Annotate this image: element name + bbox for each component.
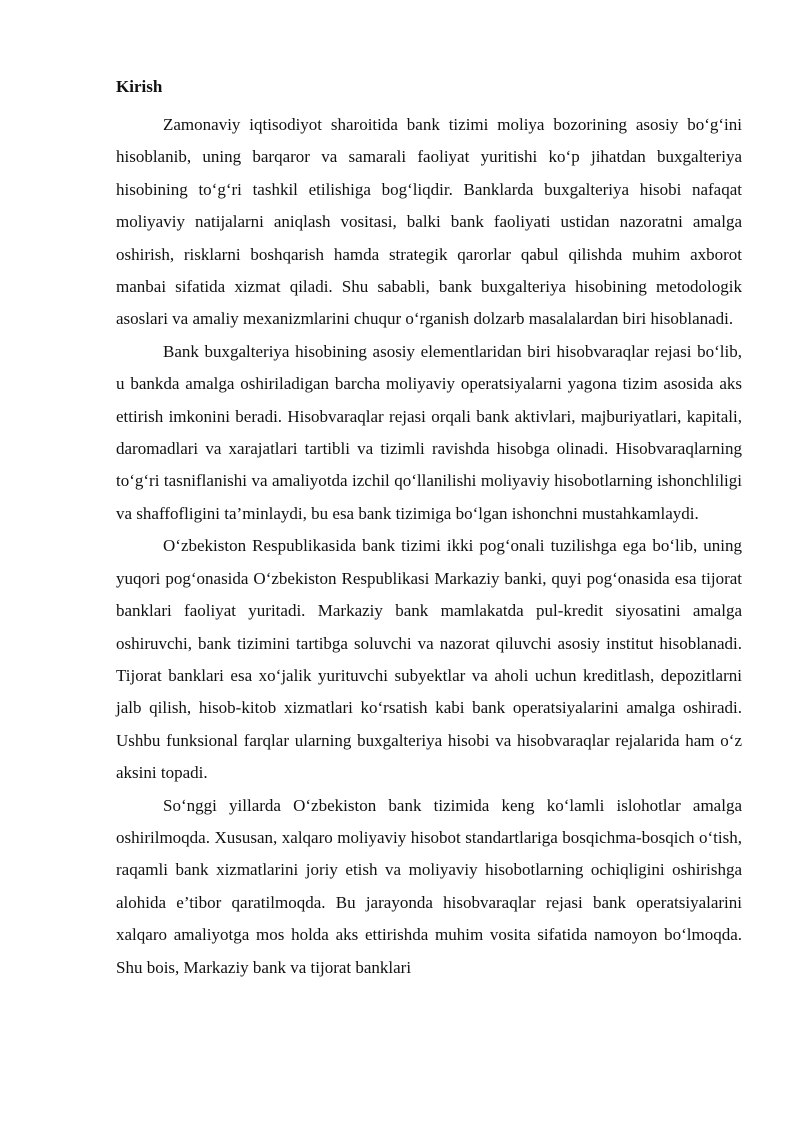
paragraph-2: Bank buxgalteriya hisobining asosiy elementlaridan biri hisobvaraqlar rejasi bo‘lib, u bankda amalga oshiriladigan barcha moliyaviy operatsiyalarni yagona tizim asosida aks ettirish imkonini beradi. Hisobvaraqlar rejasi orqali bank aktivlari, majburiyatlari, kapitali, daromadlari va xarajatlari tartibli va tizimli ravishda hisobga olinadi. Hisobvaraqlarning to‘g‘ri tasniflanishi va amaliyotda izchil qo‘llanilishi moliyaviy hisobotlarning ishonchliligi va shaffofligini ta’minlaydi, bu esa bank tizimiga bo‘lgan ishonchni mustahkamlaydi.: [116, 341, 742, 523]
paragraph-3: O‘zbekiston Respublikasida bank tizimi ikki pog‘onali tuzilishga ega bo‘lib, uning yuqori pog‘onasida O‘zbekiston Respublikasi Markaziy banki, quyi pog‘onasida esa tijorat banklari faoliyat yuritadi. Markaziy bank mamlakatda pul-kredit siyosatini amalga oshiruvchi, bank tizimini tartibga soluvchi va nazorat qiluvchi asosiy institut hisoblanadi. Tijorat banklari esa xo‘jalik yurituvchi subyektlar va aholi uchun kreditlash, depozitlarni jalb qilish, hisob-kitob xizmatlari ko‘rsatish kabi bank operatsiyalarini amalga oshiradi. Ushbu funksional farqlar ularning buxgalteriya hisobi va hisobvaraqlar rejalarida ham o‘z aksini topadi.: [116, 536, 742, 783]
section-heading: Kirish: [116, 77, 163, 96]
document-body: [116, 71, 742, 984]
paragraph-1: Zamonaviy iqtisodiyot sharoitida bank tizimi moliya bozorining asosiy bo‘g‘ini hisoblanib, uning barqaror va samarali faoliyat yuritishi ko‘p jihatdan buxgalteriya hisobining to‘g‘ri tashkil etilishiga bog‘liqdir. Banklarda buxgalteriya hisobi nafaqat moliyaviy natijalarni aniqlash vositasi, balki bank faoliyati ustidan nazoratni amalga oshirish, risklarni boshqarish hamda strategik qarorlar qabul qilishda muhim axborot manbai sifatida xizmat qiladi. Shu sababli, bank buxgalteriya hisobining metodologik asoslari va amaliy mexanizmlarini chuqur o‘rganish dolzarb masalalardan biri hisoblanadi.: [116, 115, 742, 329]
paragraph-4: So‘nggi yillarda O‘zbekiston bank tizimida keng ko‘lamli islohotlar amalga oshirilmoqda. Xususan, xalqaro moliyaviy hisobot standartlariga bosqichma-bosqich o‘tish, raqamli bank xizmatlarini joriy etish va moliyaviy hisobotlarning ochiqligini oshirishga alohida e’tibor qaratilmoqda. Bu jarayonda hisobvaraqlar rejasi bank operatsiyalarini xalqaro amaliyotga mos holda aks ettirishda muhim vosita sifatida namoyon bo‘lmoqda. Shu bois, Markaziy bank va tijorat banklari: [116, 795, 742, 977]
